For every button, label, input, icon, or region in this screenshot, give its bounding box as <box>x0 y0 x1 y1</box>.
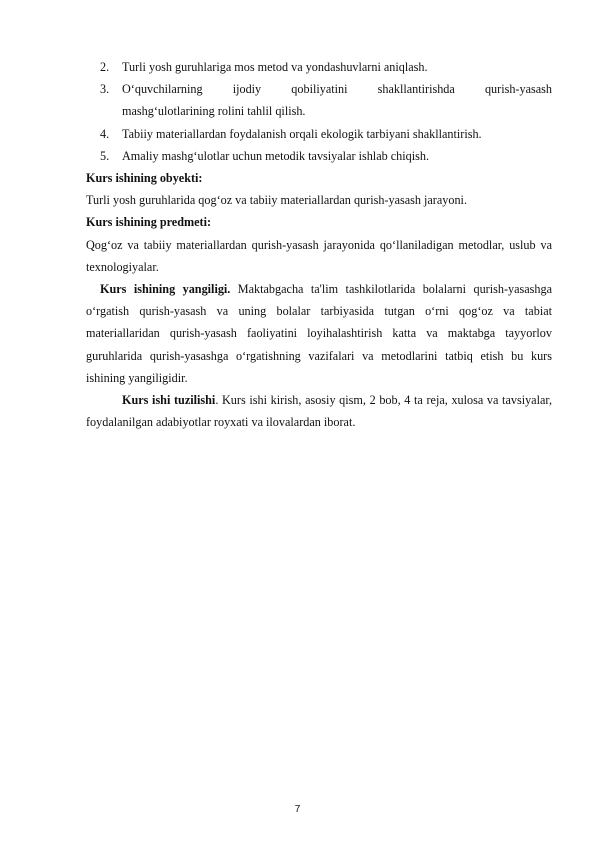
page-number: 7 <box>294 804 301 815</box>
novelty-label: Kurs ishining yangiligi. <box>100 282 231 297</box>
page-content <box>86 56 552 433</box>
structure-paragraph <box>86 389 552 433</box>
structure-text: . Kurs ishi kirish, asosiy qism, 2 bob, 4 ta reja, xulosa va tavsiyalar, foydalanilgan adabiyotlar royxati va ilovalardan iborat. <box>86 393 552 430</box>
list-item-text: Tabiiy materiallardan foydalanish orqali ekologik tarbiyani shakllantirish. <box>122 126 482 141</box>
list-item-number: 2. <box>100 60 110 74</box>
subject-text: Qog‘oz va tabiiy materiallardan qurish-yasash jarayonida qo‘llaniladigan metodlar, uslub va texnologiyalar. <box>86 237 552 274</box>
list-item-number: 5. <box>100 148 110 163</box>
list-item <box>100 56 552 78</box>
list-item <box>100 145 552 167</box>
list-item-number: 4. <box>100 126 110 141</box>
novelty-text: Maktabgacha ta'lim tashkilotlarida bolalarni qurish-yasashga o‘rgatish qurish-yasash va uning bolalar tarbiyasida tutgan o‘rni qog‘oz va tabiat materiallaridan qurish-yasash faoliyatini loyihalashtirish katta va maktabga tayyorlov guruhlarida qurish-yasashga o‘rgatishning vazifalari va metodlarini tatbiq etish bu kurs ishining yangiligidir. <box>86 282 552 385</box>
list-item <box>100 78 552 122</box>
novelty-paragraph <box>86 278 552 389</box>
list-item <box>100 123 552 145</box>
list-item-text-line: O‘quvchilarning ijodiy qobiliyatini shakllantirishda qurish-yasash <box>122 82 552 97</box>
list-item-text: Amaliy mashg‘ulotlar uchun metodik tavsiyalar ishlab chiqish. <box>122 148 429 163</box>
list-item-number: 3. <box>100 82 110 97</box>
structure-label: Kurs ishi tuzilishi <box>122 393 216 408</box>
object-text: Turli yosh guruhlarida qog‘oz va tabiiy materiallardan qurish-yasash jarayoni. <box>86 193 467 208</box>
list-item-text: Turli yosh guruhlariga mos metod va yondashuvlarni aniqlash. <box>122 60 428 74</box>
task-list <box>86 56 552 167</box>
subject-heading: Kurs ishining predmeti: <box>86 215 212 230</box>
list-item-text-line: mashg‘ulotlarining rolini tahlil qilish. <box>122 104 306 119</box>
object-heading: Kurs ishining obyekti: <box>86 171 203 186</box>
